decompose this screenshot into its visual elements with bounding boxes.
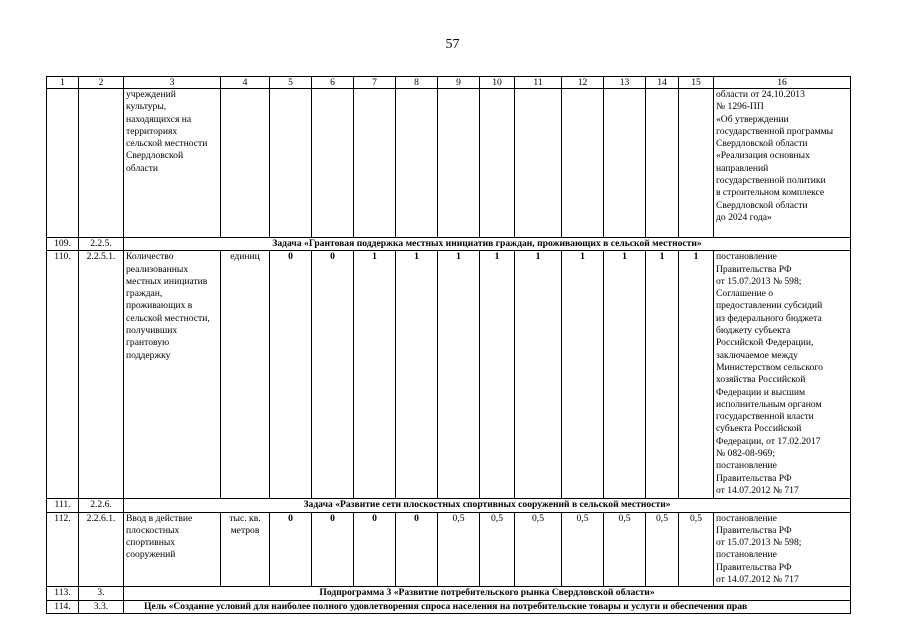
col-header: 4 [221, 77, 270, 89]
source-document: постановление Правительства РФ от 15.07.2013 № 598; Соглашение о предоставлении субсидий из федерального бюджета бюджету субъекта Российской Федерации, заключаемое между Министерством сельского хозяйства Российской Федерации и высшим исполнительным органом государственной власти субъекта Российской Федерации, от 17.02.2017 № 082-08-969; постановление Правительства РФ от 14.07.2012 № 717 [714, 251, 851, 499]
row-number: 109. [47, 238, 79, 251]
value-cell: 0,5 [480, 512, 515, 587]
row-code: 2.2.5.1. [79, 251, 124, 499]
row-code: 2.2.5. [79, 238, 124, 251]
col-header: 8 [396, 77, 438, 89]
row-code: 3.3. [79, 600, 124, 613]
value-cell: 1 [515, 251, 562, 499]
table-row-112 [47, 512, 851, 587]
row-number: 110. [47, 251, 79, 499]
col-header: 3 [124, 77, 221, 89]
col-header: 12 [562, 77, 604, 89]
row-number: 111. [47, 499, 79, 512]
row-number: 112. [47, 512, 79, 587]
col-header: 10 [480, 77, 515, 89]
unit: тыс. кв. метров [221, 512, 270, 587]
value-cell: 0,5 [646, 512, 679, 587]
value-cell: 0 [270, 512, 312, 587]
col-header: 1 [47, 77, 79, 89]
value-cell: 0 [354, 512, 396, 587]
table-row-111 [47, 499, 851, 512]
col-header: 5 [270, 77, 312, 89]
goal-title: Цель «Создание условий для наиболее полного удовлетворения спроса населения на потребительские товары и услуги и обеспечения прав [124, 600, 851, 613]
subprogram-title: Подпрограмма 3 «Развитие потребительского рынка Свердловской области» [124, 587, 851, 600]
row-number: 113. [47, 587, 79, 600]
source-document: области от 24.10.2013 № 1296-ПП «Об утверждении государственной программы Свердловской области «Реализация основных направлений государственной политики в строительном комплексе Свердловской области до 2024 года» [714, 89, 851, 238]
value-cell: 0,5 [438, 512, 480, 587]
row-code: 2.2.6. [79, 499, 124, 512]
value-cell: 0 [270, 251, 312, 499]
value-cell: 0 [312, 512, 354, 587]
value-cell: 0,5 [562, 512, 604, 587]
row-code: 3. [79, 587, 124, 600]
indicators-table [46, 76, 851, 614]
col-header: 13 [604, 77, 646, 89]
col-header: 6 [312, 77, 354, 89]
value-cell: 1 [562, 251, 604, 499]
unit: единиц [221, 251, 270, 499]
value-cell: 1 [604, 251, 646, 499]
table-row-113 [47, 587, 851, 600]
value-cell: 0 [312, 251, 354, 499]
value-cell: 1 [438, 251, 480, 499]
indicator-name: учреждений культуры, находящихся на территориях сельской местности Свердловской области [124, 89, 221, 238]
value-cell: 0,5 [604, 512, 646, 587]
table-row-110 [47, 251, 851, 499]
indicator-name: Количество реализованных местных инициатив граждан, проживающих в сельской местности, получивших грантовую поддержку [124, 251, 221, 499]
col-header: 11 [515, 77, 562, 89]
value-cell: 1 [679, 251, 714, 499]
col-header: 14 [646, 77, 679, 89]
table-row-114 [47, 600, 851, 613]
task-title: Задача «Грантовая поддержка местных инициатив граждан, проживающих в сельской местности» [124, 238, 851, 251]
col-header: 2 [79, 77, 124, 89]
page-number: 57 [445, 37, 460, 52]
task-title: Задача «Развитие сети плоскостных спортивных сооружений в сельской местности» [124, 499, 851, 512]
value-cell: 0 [396, 512, 438, 587]
col-header: 7 [354, 77, 396, 89]
col-header: 15 [679, 77, 714, 89]
value-cell: 1 [480, 251, 515, 499]
table-header-row [47, 77, 851, 89]
value-cell: 1 [354, 251, 396, 499]
value-cell: 0,5 [515, 512, 562, 587]
row-number: 114. [47, 600, 79, 613]
col-header: 9 [438, 77, 480, 89]
source-document: постановление Правительства РФ от 15.07.2013 № 598; постановление Правительства РФ от 14.07.2012 № 717 [714, 512, 851, 587]
table-row-continued [47, 89, 851, 238]
value-cell: 1 [396, 251, 438, 499]
value-cell: 0,5 [679, 512, 714, 587]
row-code: 2.2.6.1. [79, 512, 124, 587]
value-cell: 1 [646, 251, 679, 499]
table-row-109 [47, 238, 851, 251]
indicator-name: Ввод в действие плоскостных спортивных сооружений [124, 512, 221, 587]
col-header: 16 [714, 77, 851, 89]
